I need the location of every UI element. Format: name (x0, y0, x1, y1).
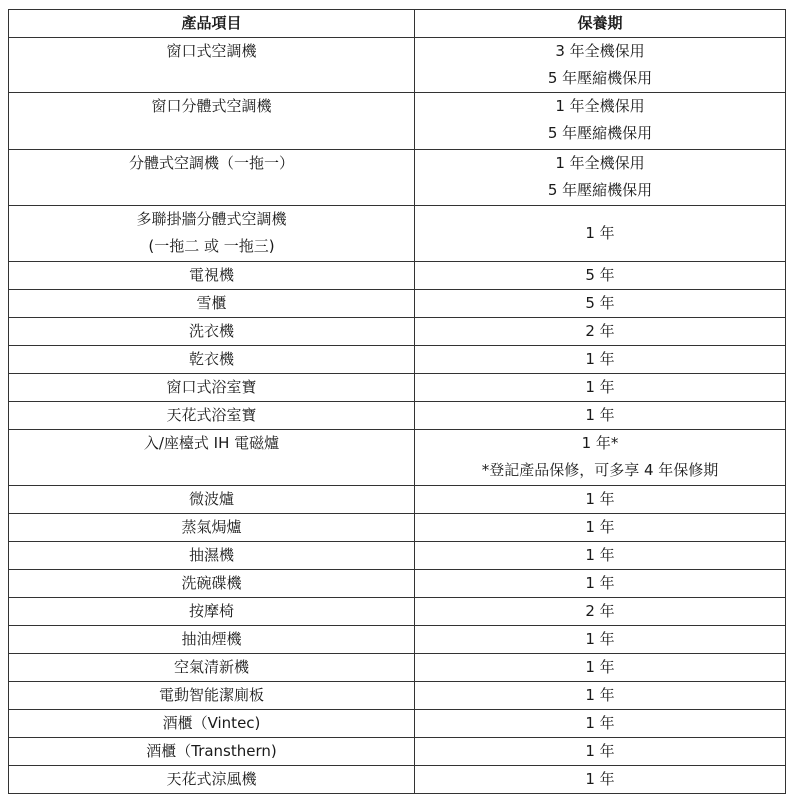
warranty-cell (415, 346, 786, 374)
product-name: 酒櫃（Transthern) (146, 742, 277, 760)
warranty-cell (415, 654, 786, 682)
product-cell (9, 346, 415, 374)
warranty-period: 2 年 (585, 602, 615, 620)
warranty-period: 5 年壓縮機保用 (547, 181, 653, 199)
product-cell (9, 290, 415, 318)
warranty-cell (415, 150, 786, 206)
warranty-period: 5 年壓縮機保用 (547, 69, 653, 87)
table-row (9, 514, 786, 542)
table-row (9, 290, 786, 318)
product-cell (9, 374, 415, 402)
warranty-period: 1 年全機保用 (555, 97, 645, 115)
table-row (9, 598, 786, 626)
warranty-cell (415, 206, 786, 262)
warranty-cell (415, 402, 786, 430)
product-cell (9, 402, 415, 430)
warranty-cell (415, 710, 786, 738)
warranty-cell (415, 570, 786, 598)
table-row (9, 654, 786, 682)
product-cell (9, 262, 415, 290)
warranty-period: 1 年 (585, 714, 615, 732)
warranty-period: 1 年 (585, 546, 615, 564)
product-name: 微波爐 (188, 490, 234, 508)
warranty-period: 1 年 (585, 378, 615, 396)
warranty-table (8, 9, 786, 794)
product-cell (9, 598, 415, 626)
product-name: 電動智能潔廁板 (158, 686, 264, 704)
warranty-cell (415, 290, 786, 318)
product-cell (9, 738, 415, 766)
warranty-period: 5 年壓縮機保用 (547, 124, 653, 142)
warranty-period: 1 年 (585, 658, 615, 676)
product-cell (9, 514, 415, 542)
table-row (9, 318, 786, 346)
warranty-cell (415, 682, 786, 710)
table-row (9, 402, 786, 430)
warranty-cell (415, 262, 786, 290)
table-header-row (9, 10, 786, 38)
product-cell (9, 318, 415, 346)
warranty-period: 1 年 (585, 350, 615, 368)
table-row (9, 93, 786, 150)
table-row (9, 150, 786, 206)
product-cell (9, 430, 415, 486)
product-name: 分體式空調機（一拖一） (128, 154, 294, 172)
warranty-period: 1 年* (581, 434, 619, 452)
product-cell (9, 542, 415, 570)
warranty-period: 1 年 (585, 742, 615, 760)
product-name: 多聯掛牆分體式空調機 (136, 210, 287, 228)
warranty-period: 1 年 (585, 574, 615, 592)
warranty-period: 1 年 (585, 630, 615, 648)
warranty-period: 1 年 (585, 770, 615, 788)
product-name: 酒櫃（Vintec) (162, 714, 261, 732)
product-name: 按摩椅 (188, 602, 234, 620)
table-row (9, 682, 786, 710)
product-cell (9, 93, 415, 150)
table-body (9, 38, 786, 794)
header-product: 產品項目 (9, 10, 415, 38)
table-row (9, 346, 786, 374)
table-row (9, 542, 786, 570)
product-cell (9, 570, 415, 598)
product-name: 天花式涼風機 (166, 770, 257, 788)
table-row (9, 38, 786, 93)
warranty-cell (415, 626, 786, 654)
warranty-period: 2 年 (585, 322, 615, 340)
product-name: (一拖二 或 一拖三) (148, 237, 275, 255)
table-row (9, 430, 786, 486)
warranty-period: 1 年 (585, 224, 615, 242)
warranty-cell (415, 514, 786, 542)
table-row (9, 374, 786, 402)
product-name: 空氣清新機 (173, 658, 249, 676)
product-name: 乾衣機 (188, 350, 234, 368)
product-cell (9, 206, 415, 262)
table-row (9, 766, 786, 794)
warranty-period: 1 年 (585, 406, 615, 424)
product-name: 雪櫃 (196, 294, 227, 312)
warranty-period: 1 年全機保用 (555, 154, 645, 172)
warranty-period: 1 年 (585, 490, 615, 508)
warranty-cell (415, 486, 786, 514)
table-row (9, 626, 786, 654)
product-cell (9, 682, 415, 710)
table-row (9, 738, 786, 766)
warranty-period: 1 年 (585, 686, 615, 704)
warranty-cell (415, 38, 786, 93)
product-cell (9, 654, 415, 682)
product-name: 抽濕機 (188, 546, 234, 564)
warranty-period: 5 年 (585, 294, 615, 312)
product-name: 抽油煙機 (181, 630, 242, 648)
warranty-cell (415, 598, 786, 626)
product-cell (9, 626, 415, 654)
warranty-cell (415, 766, 786, 794)
warranty-period: 1 年 (585, 518, 615, 536)
product-cell (9, 766, 415, 794)
product-name: 入/座檯式 IH 電磁爐 (143, 434, 280, 452)
warranty-period: *登記產品保修，可多享 4 年保修期 (481, 461, 719, 479)
warranty-cell (415, 374, 786, 402)
product-name: 窗口式空調機 (166, 42, 257, 60)
warranty-period: 5 年 (585, 266, 615, 284)
product-name: 天花式浴室寶 (166, 406, 257, 424)
product-name: 窗口分體式空調機 (151, 97, 272, 115)
warranty-cell (415, 430, 786, 486)
product-cell (9, 150, 415, 206)
header-warranty: 保養期 (415, 10, 786, 38)
table-row (9, 570, 786, 598)
product-cell (9, 38, 415, 93)
product-name: 電視機 (188, 266, 234, 284)
product-name: 窗口式浴室寶 (166, 378, 257, 396)
table-row (9, 262, 786, 290)
table-row (9, 206, 786, 262)
product-name: 洗衣機 (188, 322, 234, 340)
product-cell (9, 486, 415, 514)
warranty-period: 3 年全機保用 (555, 42, 645, 60)
table-row (9, 710, 786, 738)
warranty-cell (415, 93, 786, 150)
product-name: 蒸氣焗爐 (181, 518, 242, 536)
warranty-cell (415, 542, 786, 570)
warranty-cell (415, 738, 786, 766)
warranty-cell (415, 318, 786, 346)
product-name: 洗碗碟機 (181, 574, 242, 592)
table-row (9, 486, 786, 514)
product-cell (9, 710, 415, 738)
